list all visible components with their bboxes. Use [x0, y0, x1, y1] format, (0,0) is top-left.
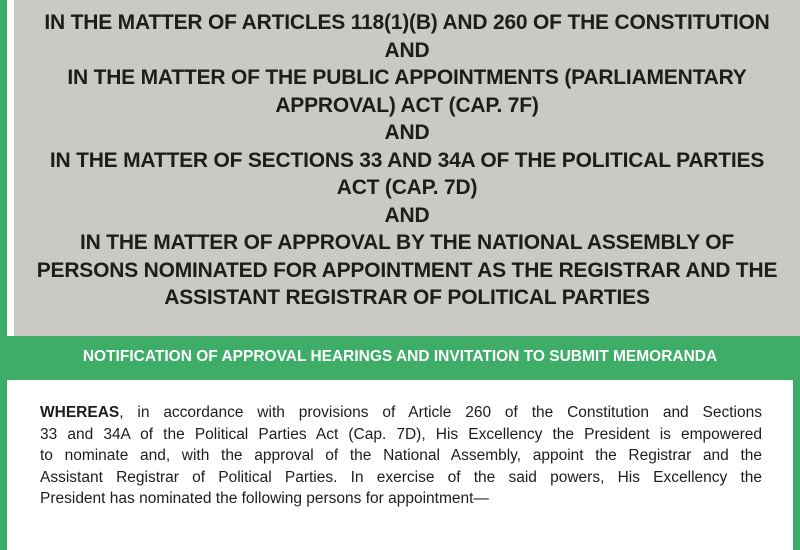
matter-line: IN THE MATTER OF APPROVAL BY THE NATIONAL ASSEMBLY OF [79, 231, 735, 254]
paragraph-line: to nominate and, with the approval of the National Assembly, appoint the Registrar and the [40, 447, 762, 464]
matter-line: IN THE MATTER OF THE PUBLIC APPOINTMENTS (PARLIAMENTARY [67, 66, 747, 89]
paragraph-line: Assistant Registrar of Political Parties. In exercise of the said powers, His Excellency the [40, 468, 762, 486]
matter-line: AND [384, 203, 430, 227]
matter-heading [14, 9, 800, 312]
paragraph-line [40, 402, 762, 424]
whereas-paragraph [40, 402, 762, 510]
matter-line: ACT (CAP. 7D) [336, 176, 478, 199]
matter-line: IN THE MATTER OF SECTIONS 33 AND 34A OF THE POLITICAL PARTIES [49, 148, 765, 172]
matter-header-box [14, 0, 800, 336]
matter-line: AND [384, 38, 430, 62]
paragraph-line: President has nominated the following persons for appointment— [40, 490, 489, 507]
matter-line: ASSISTANT REGISTRAR OF POLITICAL PARTIES [164, 286, 650, 309]
matter-line: AND [384, 121, 430, 144]
notification-title: NOTIFICATION OF APPROVAL HEARINGS AND INVITATION TO SUBMIT MEMORANDA [82, 348, 718, 365]
matter-line: PERSONS NOMINATED FOR APPOINTMENT AS THE REGISTRAR AND THE [36, 258, 778, 282]
paragraph-line-text: , in accordance with provisions of Article 260 of the Constitution and Sections [119, 404, 762, 421]
matter-line: IN THE MATTER OF ARTICLES 118(1)(B) AND 260 OF THE CONSTITUTION [44, 11, 770, 34]
whereas-lead: WHEREAS [40, 404, 120, 421]
paragraph-line: 33 and 34A of the Political Parties Act (Cap. 7D), His Excellency the President is empowered [40, 425, 762, 443]
matter-line: APPROVAL) ACT (CAP. 7F) [275, 93, 539, 117]
